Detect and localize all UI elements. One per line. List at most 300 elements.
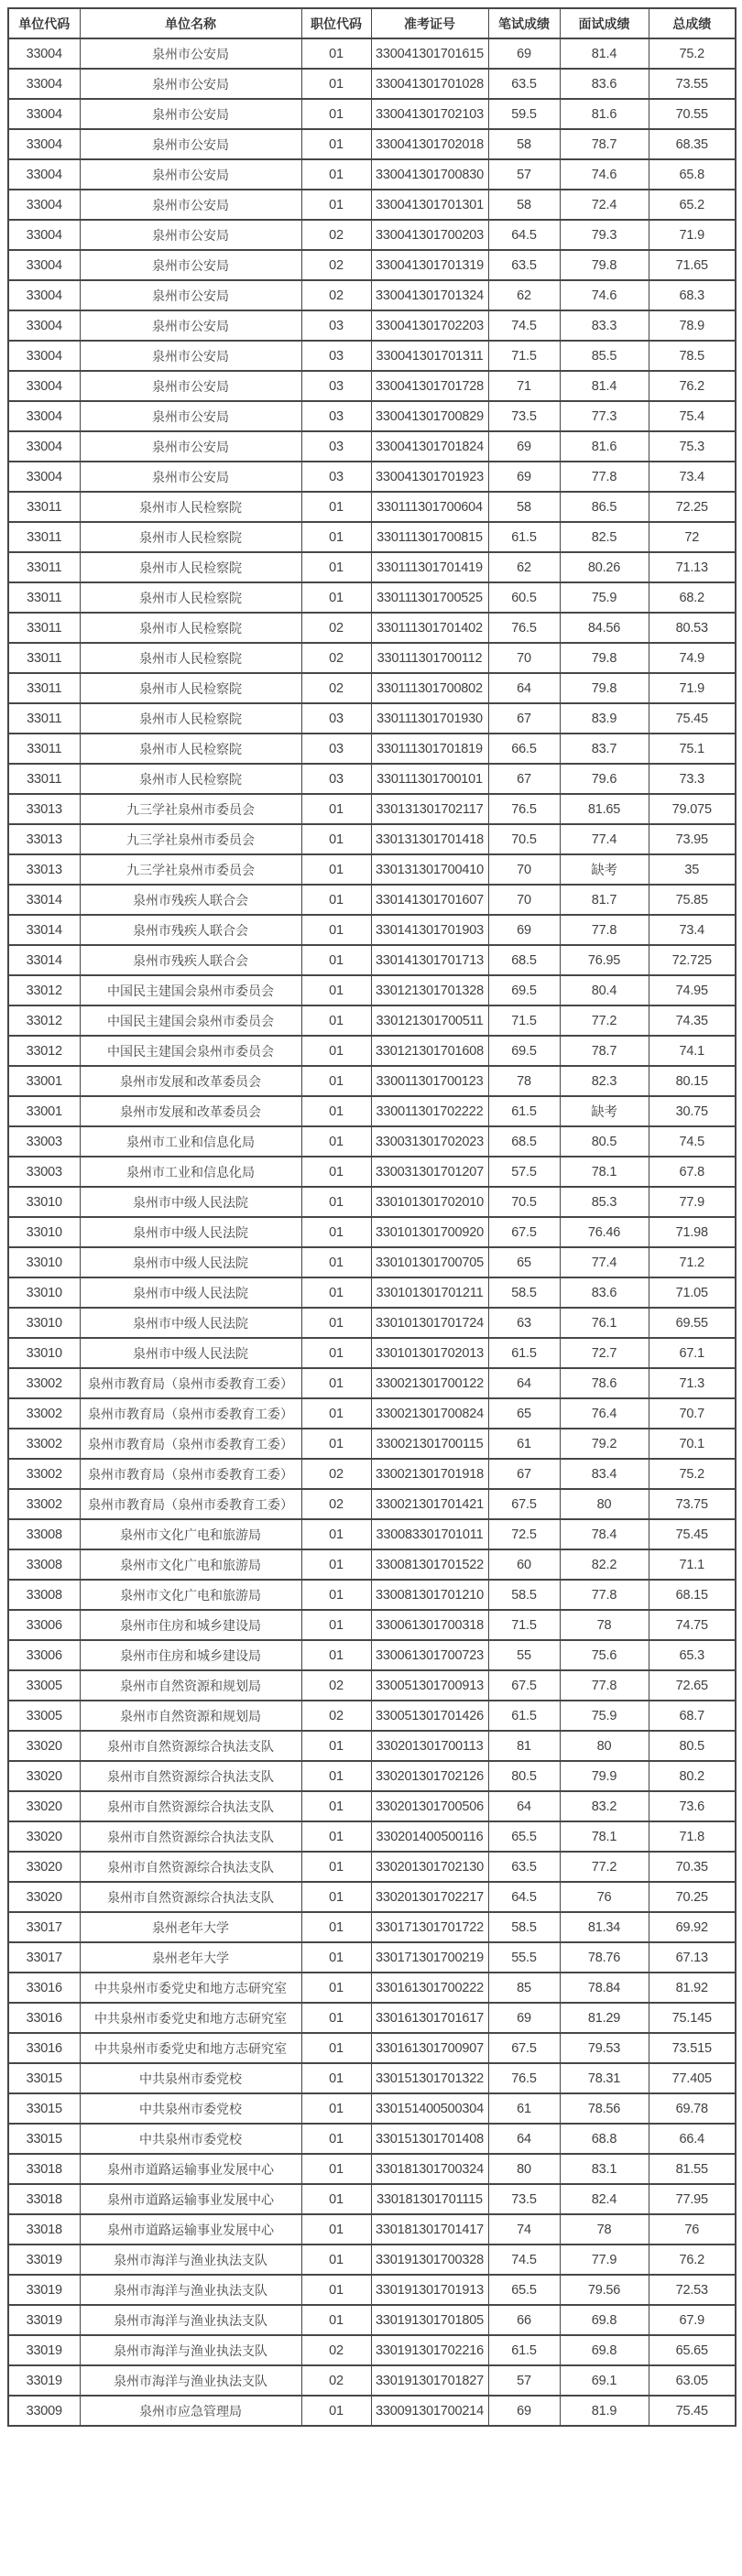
cell-unit-code: 33020 — [8, 1821, 80, 1852]
table-row — [8, 1882, 736, 1912]
column-header-unit-name: 单位名称 — [80, 8, 301, 38]
cell-unit-code: 33014 — [8, 915, 80, 945]
cell-unit-name: 泉州市教育局（泉州市委教育工委） — [80, 1429, 301, 1459]
cell-ticket-number: 330041301700830 — [371, 159, 488, 190]
cell-position-code: 01 — [301, 492, 371, 522]
cell-written-score: 71.5 — [488, 341, 560, 371]
cell-position-code: 01 — [301, 2154, 371, 2184]
cell-unit-name: 泉州市人民检察院 — [80, 703, 301, 734]
cell-interview-score: 83.1 — [560, 2154, 649, 2184]
cell-total-score: 74.9 — [649, 643, 736, 673]
cell-total-score: 67.8 — [649, 1157, 736, 1187]
cell-unit-code: 33015 — [8, 2063, 80, 2093]
cell-unit-code: 33004 — [8, 250, 80, 280]
cell-unit-code: 33016 — [8, 2033, 80, 2063]
cell-unit-name: 泉州市中级人民法院 — [80, 1277, 301, 1308]
cell-position-code: 01 — [301, 975, 371, 1005]
cell-ticket-number: 330041301702018 — [371, 129, 488, 159]
cell-written-score: 69 — [488, 2396, 560, 2426]
cell-total-score: 75.2 — [649, 38, 736, 69]
cell-interview-score: 79.6 — [560, 764, 649, 794]
cell-total-score: 77.405 — [649, 2063, 736, 2093]
cell-interview-score: 83.4 — [560, 1459, 649, 1489]
cell-ticket-number: 330141301701713 — [371, 945, 488, 975]
table-row — [8, 431, 736, 462]
cell-unit-code: 33010 — [8, 1247, 80, 1277]
cell-ticket-number: 330181301701417 — [371, 2214, 488, 2244]
cell-interview-score: 82.3 — [560, 1066, 649, 1096]
cell-total-score: 71.65 — [649, 250, 736, 280]
table-row — [8, 1701, 736, 1731]
cell-ticket-number: 330101301702010 — [371, 1187, 488, 1217]
cell-total-score: 65.65 — [649, 2335, 736, 2365]
table-row — [8, 2335, 736, 2365]
cell-ticket-number: 330031301701207 — [371, 1157, 488, 1187]
table-row — [8, 522, 736, 552]
cell-unit-name: 泉州老年大学 — [80, 1942, 301, 1973]
cell-total-score: 80.53 — [649, 613, 736, 643]
cell-total-score: 78.9 — [649, 310, 736, 341]
cell-interview-score: 81.65 — [560, 794, 649, 824]
cell-total-score: 73.4 — [649, 915, 736, 945]
cell-position-code: 01 — [301, 1368, 371, 1398]
cell-ticket-number: 330011301702222 — [371, 1096, 488, 1126]
cell-total-score: 75.1 — [649, 734, 736, 764]
cell-position-code: 02 — [301, 1489, 371, 1519]
cell-written-score: 78 — [488, 1066, 560, 1096]
table-row — [8, 2275, 736, 2305]
cell-total-score: 73.55 — [649, 69, 736, 99]
cell-unit-code: 33008 — [8, 1519, 80, 1549]
cell-interview-score: 78.7 — [560, 1036, 649, 1066]
cell-written-score: 67 — [488, 703, 560, 734]
table-row — [8, 1549, 736, 1580]
cell-unit-name: 泉州市中级人民法院 — [80, 1338, 301, 1368]
cell-unit-code: 33018 — [8, 2154, 80, 2184]
cell-interview-score: 74.6 — [560, 280, 649, 310]
cell-total-score: 71.2 — [649, 1247, 736, 1277]
cell-ticket-number: 330151400500304 — [371, 2093, 488, 2124]
cell-unit-name: 泉州市住房和城乡建设局 — [80, 1640, 301, 1670]
cell-unit-name: 泉州市公安局 — [80, 190, 301, 220]
table-row — [8, 341, 736, 371]
cell-unit-code: 33013 — [8, 794, 80, 824]
cell-ticket-number: 330111301700604 — [371, 492, 488, 522]
cell-written-score: 61 — [488, 2093, 560, 2124]
cell-total-score: 74.5 — [649, 1126, 736, 1157]
cell-interview-score: 78.4 — [560, 1519, 649, 1549]
cell-unit-code: 33004 — [8, 431, 80, 462]
table-row — [8, 1852, 736, 1882]
cell-ticket-number: 330111301701402 — [371, 613, 488, 643]
cell-written-score: 60 — [488, 1549, 560, 1580]
cell-position-code: 03 — [301, 401, 371, 431]
cell-total-score: 73.95 — [649, 824, 736, 854]
cell-interview-score: 79.2 — [560, 1429, 649, 1459]
cell-unit-name: 泉州市发展和改革委员会 — [80, 1096, 301, 1126]
cell-position-code: 02 — [301, 613, 371, 643]
table-row — [8, 1126, 736, 1157]
cell-unit-name: 泉州市自然资源和规划局 — [80, 1701, 301, 1731]
cell-total-score: 75.45 — [649, 2396, 736, 2426]
cell-ticket-number: 330041301702103 — [371, 99, 488, 129]
cell-written-score: 71 — [488, 371, 560, 401]
table-row — [8, 1338, 736, 1368]
cell-total-score: 70.1 — [649, 1429, 736, 1459]
cell-position-code: 01 — [301, 522, 371, 552]
cell-written-score: 71.5 — [488, 1005, 560, 1036]
cell-unit-name: 泉州市公安局 — [80, 99, 301, 129]
cell-interview-score: 77.4 — [560, 1247, 649, 1277]
cell-unit-name: 泉州市中级人民法院 — [80, 1247, 301, 1277]
cell-position-code: 01 — [301, 1580, 371, 1610]
cell-written-score: 61.5 — [488, 1701, 560, 1731]
cell-written-score: 58.5 — [488, 1912, 560, 1942]
cell-written-score: 68.5 — [488, 945, 560, 975]
table-row — [8, 1973, 736, 2003]
cell-unit-name: 泉州市道路运输事业发展中心 — [80, 2154, 301, 2184]
cell-interview-score: 81.7 — [560, 885, 649, 915]
table-row — [8, 643, 736, 673]
cell-unit-code: 33010 — [8, 1338, 80, 1368]
cell-position-code: 01 — [301, 1398, 371, 1429]
cell-unit-name: 中国民主建国会泉州市委员会 — [80, 1005, 301, 1036]
cell-ticket-number: 330091301700214 — [371, 2396, 488, 2426]
cell-interview-score: 83.9 — [560, 703, 649, 734]
cell-unit-code: 33002 — [8, 1489, 80, 1519]
cell-ticket-number: 330191301701805 — [371, 2305, 488, 2335]
cell-written-score: 55 — [488, 1640, 560, 1670]
cell-position-code: 03 — [301, 310, 371, 341]
cell-unit-code: 33004 — [8, 280, 80, 310]
cell-interview-score: 78.84 — [560, 1973, 649, 2003]
cell-position-code: 03 — [301, 341, 371, 371]
cell-total-score: 66.4 — [649, 2124, 736, 2154]
cell-ticket-number: 330041301701728 — [371, 371, 488, 401]
cell-unit-code: 33019 — [8, 2244, 80, 2275]
cell-unit-code: 33001 — [8, 1096, 80, 1126]
table-row — [8, 945, 736, 975]
cell-written-score: 61 — [488, 1429, 560, 1459]
cell-unit-code: 33019 — [8, 2275, 80, 2305]
cell-interview-score: 85.5 — [560, 341, 649, 371]
cell-written-score: 67 — [488, 764, 560, 794]
cell-total-score: 30.75 — [649, 1096, 736, 1126]
cell-position-code: 03 — [301, 462, 371, 492]
cell-position-code: 01 — [301, 1429, 371, 1459]
cell-ticket-number: 330171301700219 — [371, 1942, 488, 1973]
cell-unit-name: 九三学社泉州市委员会 — [80, 824, 301, 854]
table-row — [8, 2003, 736, 2033]
cell-position-code: 01 — [301, 2033, 371, 2063]
cell-unit-code: 33004 — [8, 159, 80, 190]
cell-total-score: 74.35 — [649, 1005, 736, 1036]
cell-total-score: 68.3 — [649, 280, 736, 310]
cell-unit-code: 33017 — [8, 1912, 80, 1942]
cell-written-score: 61.5 — [488, 1096, 560, 1126]
cell-written-score: 70.5 — [488, 824, 560, 854]
table-row — [8, 703, 736, 734]
cell-total-score: 69.55 — [649, 1308, 736, 1338]
cell-interview-score: 77.9 — [560, 2244, 649, 2275]
cell-written-score: 62 — [488, 552, 560, 582]
cell-unit-code: 33011 — [8, 734, 80, 764]
cell-ticket-number: 330101301702013 — [371, 1338, 488, 1368]
cell-position-code: 01 — [301, 190, 371, 220]
table-row — [8, 1036, 736, 1066]
cell-total-score: 75.4 — [649, 401, 736, 431]
cell-total-score: 68.2 — [649, 582, 736, 613]
cell-unit-code: 33020 — [8, 1852, 80, 1882]
cell-written-score: 64 — [488, 673, 560, 703]
cell-unit-code: 33011 — [8, 673, 80, 703]
cell-total-score: 71.8 — [649, 1821, 736, 1852]
cell-interview-score: 76 — [560, 1882, 649, 1912]
column-header-written-score: 笔试成绩 — [488, 8, 560, 38]
cell-interview-score: 79.8 — [560, 673, 649, 703]
cell-unit-code: 33010 — [8, 1308, 80, 1338]
cell-position-code: 01 — [301, 38, 371, 69]
cell-unit-name: 泉州市教育局（泉州市委教育工委） — [80, 1489, 301, 1519]
cell-ticket-number: 330111301700815 — [371, 522, 488, 552]
column-header-ticket-number: 准考证号 — [371, 8, 488, 38]
cell-unit-code: 33011 — [8, 613, 80, 643]
table-row — [8, 1066, 736, 1096]
cell-ticket-number: 330021301700122 — [371, 1368, 488, 1398]
cell-ticket-number: 330101301700705 — [371, 1247, 488, 1277]
table-row — [8, 159, 736, 190]
table-row — [8, 462, 736, 492]
cell-ticket-number: 330051301700913 — [371, 1670, 488, 1701]
column-header-position-code: 职位代码 — [301, 8, 371, 38]
cell-ticket-number: 330201301700506 — [371, 1791, 488, 1821]
cell-unit-name: 泉州市公安局 — [80, 341, 301, 371]
cell-position-code: 01 — [301, 1036, 371, 1066]
cell-ticket-number: 330031301702023 — [371, 1126, 488, 1157]
table-row — [8, 1912, 736, 1942]
cell-unit-name: 泉州市公安局 — [80, 38, 301, 69]
table-row — [8, 1489, 736, 1519]
cell-ticket-number: 330041301702203 — [371, 310, 488, 341]
table-row — [8, 1005, 736, 1036]
cell-unit-code: 33011 — [8, 552, 80, 582]
cell-unit-code: 33004 — [8, 38, 80, 69]
cell-position-code: 01 — [301, 2063, 371, 2093]
cell-ticket-number: 330111301700802 — [371, 673, 488, 703]
cell-interview-score: 缺考 — [560, 854, 649, 885]
cell-unit-code: 33019 — [8, 2335, 80, 2365]
cell-ticket-number: 330111301701419 — [371, 552, 488, 582]
cell-unit-code: 33011 — [8, 492, 80, 522]
cell-unit-name: 泉州市自然资源综合执法支队 — [80, 1761, 301, 1791]
cell-total-score: 76 — [649, 2214, 736, 2244]
cell-interview-score: 81.9 — [560, 2396, 649, 2426]
cell-ticket-number: 330141301701607 — [371, 885, 488, 915]
cell-ticket-number: 330181301701115 — [371, 2184, 488, 2214]
cell-total-score: 69.78 — [649, 2093, 736, 2124]
cell-interview-score: 68.8 — [560, 2124, 649, 2154]
cell-written-score: 69.5 — [488, 975, 560, 1005]
table-row — [8, 1640, 736, 1670]
cell-written-score: 70 — [488, 885, 560, 915]
table-row — [8, 2093, 736, 2124]
cell-total-score: 71.98 — [649, 1217, 736, 1247]
cell-position-code: 01 — [301, 1187, 371, 1217]
cell-unit-name: 泉州市自然资源和规划局 — [80, 1670, 301, 1701]
cell-total-score: 71.05 — [649, 1277, 736, 1308]
cell-ticket-number: 330131301702117 — [371, 794, 488, 824]
cell-interview-score: 69.8 — [560, 2335, 649, 2365]
cell-written-score: 72.5 — [488, 1519, 560, 1549]
cell-interview-score: 84.56 — [560, 613, 649, 643]
cell-unit-code: 33013 — [8, 824, 80, 854]
cell-interview-score: 79.8 — [560, 250, 649, 280]
table-row — [8, 1187, 736, 1217]
cell-unit-code: 33001 — [8, 1066, 80, 1096]
cell-total-score: 73.515 — [649, 2033, 736, 2063]
cell-written-score: 66 — [488, 2305, 560, 2335]
cell-ticket-number: 330151301701408 — [371, 2124, 488, 2154]
cell-written-score: 73.5 — [488, 401, 560, 431]
cell-position-code: 01 — [301, 2003, 371, 2033]
cell-ticket-number: 330161301700907 — [371, 2033, 488, 2063]
cell-interview-score: 80.5 — [560, 1126, 649, 1157]
table-row — [8, 1247, 736, 1277]
cell-unit-code: 33005 — [8, 1701, 80, 1731]
cell-total-score: 81.92 — [649, 1973, 736, 2003]
cell-unit-name: 泉州市人民检察院 — [80, 522, 301, 552]
header-row — [8, 8, 736, 38]
cell-position-code: 02 — [301, 280, 371, 310]
cell-written-score: 61.5 — [488, 2335, 560, 2365]
cell-written-score: 65.5 — [488, 2275, 560, 2305]
cell-unit-code: 33004 — [8, 69, 80, 99]
cell-written-score: 69 — [488, 38, 560, 69]
cell-ticket-number: 330191301701913 — [371, 2275, 488, 2305]
cell-position-code: 01 — [301, 129, 371, 159]
table-row — [8, 2154, 736, 2184]
cell-unit-name: 中共泉州市委党史和地方志研究室 — [80, 2003, 301, 2033]
cell-interview-score: 78 — [560, 1610, 649, 1640]
cell-ticket-number: 330191301702216 — [371, 2335, 488, 2365]
table-row — [8, 2396, 736, 2426]
cell-unit-name: 泉州老年大学 — [80, 1912, 301, 1942]
cell-interview-score: 77.2 — [560, 1852, 649, 1882]
cell-interview-score: 78.31 — [560, 2063, 649, 2093]
cell-interview-score: 76.95 — [560, 945, 649, 975]
cell-total-score: 75.45 — [649, 1519, 736, 1549]
cell-ticket-number: 330201301702217 — [371, 1882, 488, 1912]
cell-ticket-number: 330081301701210 — [371, 1580, 488, 1610]
cell-unit-code: 33018 — [8, 2214, 80, 2244]
cell-interview-score: 78.6 — [560, 1368, 649, 1398]
cell-interview-score: 79.8 — [560, 643, 649, 673]
cell-ticket-number: 330021301700824 — [371, 1398, 488, 1429]
table-row — [8, 854, 736, 885]
cell-ticket-number: 330051301701426 — [371, 1701, 488, 1731]
table-row — [8, 885, 736, 915]
cell-total-score: 68.35 — [649, 129, 736, 159]
table-row — [8, 1670, 736, 1701]
cell-unit-name: 泉州市公安局 — [80, 159, 301, 190]
cell-total-score: 70.35 — [649, 1852, 736, 1882]
cell-ticket-number: 330011301700123 — [371, 1066, 488, 1096]
table-row — [8, 1096, 736, 1126]
cell-unit-name: 泉州市自然资源综合执法支队 — [80, 1821, 301, 1852]
table-row — [8, 2184, 736, 2214]
cell-written-score: 61.5 — [488, 522, 560, 552]
cell-position-code: 02 — [301, 1670, 371, 1701]
cell-position-code: 01 — [301, 2244, 371, 2275]
cell-ticket-number: 330151301701322 — [371, 2063, 488, 2093]
table-row — [8, 280, 736, 310]
cell-unit-name: 泉州市中级人民法院 — [80, 1308, 301, 1338]
cell-interview-score: 80 — [560, 1731, 649, 1761]
cell-total-score: 67.13 — [649, 1942, 736, 1973]
cell-written-score: 66.5 — [488, 734, 560, 764]
cell-unit-code: 33006 — [8, 1640, 80, 1670]
cell-unit-code: 33010 — [8, 1277, 80, 1308]
cell-ticket-number: 330083301701011 — [371, 1519, 488, 1549]
cell-position-code: 01 — [301, 1973, 371, 2003]
cell-position-code: 01 — [301, 1126, 371, 1157]
cell-unit-code: 33002 — [8, 1459, 80, 1489]
cell-position-code: 01 — [301, 2275, 371, 2305]
cell-unit-code: 33002 — [8, 1429, 80, 1459]
cell-written-score: 85 — [488, 1973, 560, 2003]
cell-position-code: 01 — [301, 582, 371, 613]
cell-interview-score: 78.56 — [560, 2093, 649, 2124]
cell-unit-code: 33004 — [8, 341, 80, 371]
cell-unit-name: 泉州市人民检察院 — [80, 552, 301, 582]
cell-interview-score: 80.4 — [560, 975, 649, 1005]
table-row — [8, 1368, 736, 1398]
table-row — [8, 915, 736, 945]
cell-position-code: 03 — [301, 431, 371, 462]
cell-unit-name: 泉州市住房和城乡建设局 — [80, 1610, 301, 1640]
cell-unit-name: 泉州市公安局 — [80, 250, 301, 280]
cell-position-code: 01 — [301, 1157, 371, 1187]
cell-written-score: 74.5 — [488, 310, 560, 341]
cell-total-score: 75.45 — [649, 703, 736, 734]
cell-written-score: 69 — [488, 462, 560, 492]
cell-unit-name: 中国民主建国会泉州市委员会 — [80, 975, 301, 1005]
cell-unit-name: 泉州市海洋与渔业执法支队 — [80, 2335, 301, 2365]
cell-interview-score: 77.4 — [560, 824, 649, 854]
table-row — [8, 1429, 736, 1459]
cell-total-score: 71.9 — [649, 673, 736, 703]
cell-unit-name: 泉州市教育局（泉州市委教育工委） — [80, 1459, 301, 1489]
cell-position-code: 03 — [301, 703, 371, 734]
cell-written-score: 74 — [488, 2214, 560, 2244]
cell-position-code: 02 — [301, 220, 371, 250]
cell-interview-score: 79.3 — [560, 220, 649, 250]
cell-total-score: 73.6 — [649, 1791, 736, 1821]
cell-unit-code: 33011 — [8, 582, 80, 613]
cell-written-score: 65 — [488, 1398, 560, 1429]
score-table — [7, 7, 737, 2427]
cell-position-code: 02 — [301, 250, 371, 280]
cell-unit-name: 泉州市海洋与渔业执法支队 — [80, 2244, 301, 2275]
cell-unit-code: 33019 — [8, 2365, 80, 2396]
cell-total-score: 65.3 — [649, 1640, 736, 1670]
cell-written-score: 69 — [488, 2003, 560, 2033]
cell-position-code: 01 — [301, 854, 371, 885]
table-row — [8, 220, 736, 250]
cell-unit-name: 泉州市人民检察院 — [80, 582, 301, 613]
cell-position-code: 01 — [301, 2214, 371, 2244]
cell-ticket-number: 330121301700511 — [371, 1005, 488, 1036]
